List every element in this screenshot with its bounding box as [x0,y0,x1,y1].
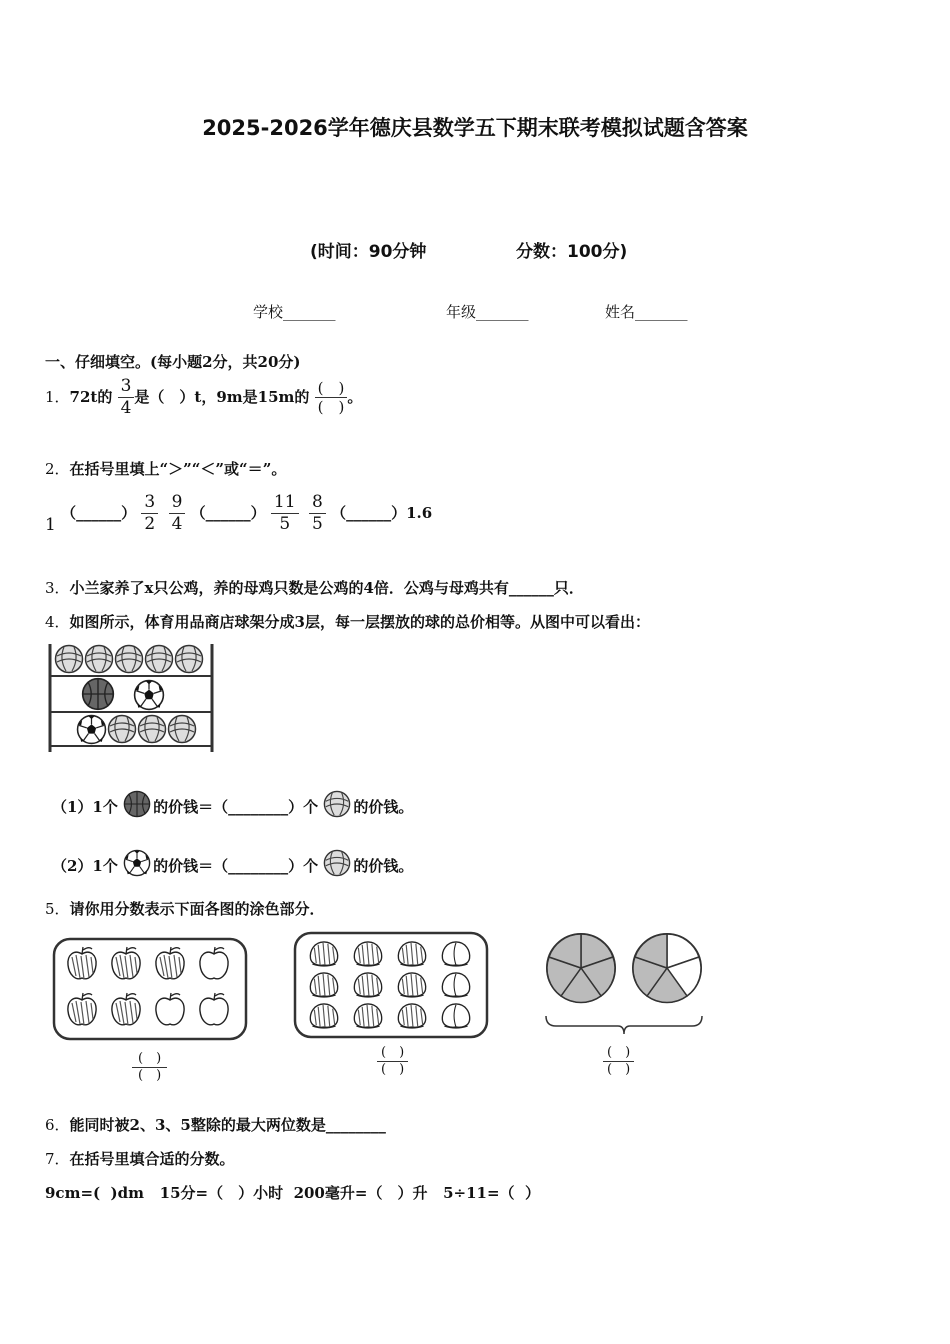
question-2: 2．在括号里填上“＞”“＜”或“＝”。 [45,460,287,478]
compare-blank-3[interactable]: （______） [331,503,407,522]
question-1: 1．72t的 $\frac{3}{4}$ 是（ ）t，9m是15m的 $\frac{( )}{( )}$ 。 [45,376,363,419]
peach-figure [292,930,490,1040]
circle-answer-fraction[interactable]: $\frac{( )}{( )}$ [603,1045,634,1079]
exam-time: (时间：90分钟 [310,242,427,262]
question-4: 4．如图所示，体育用品商店球架分成3层，每一层摆放的球的总价相等。从图中可以看出： [45,613,650,631]
volleyball-icon [323,790,353,818]
fraction-9-4: $\frac{9}{4}$ [169,492,186,536]
compare-blank-2[interactable]: （______） [190,503,266,522]
peach-answer-fraction[interactable]: $\frac{( )}{( )}$ [377,1045,408,1079]
question-5: 5．请你用分数表示下面各图的涂色部分． [45,900,325,918]
fraction-11-5: $\frac{11}{5}$ [271,492,299,536]
compare-blank-1[interactable]: （______） [61,503,137,522]
ball-rack-figure [46,640,218,754]
page-title: 2025-2026学年德庆县数学五下期末联考模拟试题含答案 [202,116,748,140]
soccer-ball-icon [123,849,153,877]
basketball-icon [123,790,153,818]
question-3: 3．小兰家养了x只公鸡，养的母鸡只数是公鸡的4倍．公鸡与母鸡共有______只． [45,579,584,597]
name-field[interactable]: 姓名_______ [605,303,688,321]
grade-field[interactable]: 年级_______ [446,303,529,321]
question-6: 6．能同时被2、3、5整除的最大两位数是________ [45,1116,386,1134]
question-number: 1． [45,387,70,406]
exam-score: 分数：100分) [516,242,628,262]
school-field[interactable]: 学校_______ [253,303,336,321]
fraction-8-5: $\frac{8}{5}$ [309,492,326,536]
fraction-3-2: $\frac{3}{2}$ [141,492,158,536]
question-2-comparisons: 1 （______） $\frac{3}{2}$ $\frac{9}{4}$ （______） $\frac{11}{5}$ $\frac{8}{5}$ （______）1.6 [45,492,433,535]
question-7-items: 9cm=( )dm 15分=（ ）小时 200毫升=（ ）升 5÷11=（ ） [45,1184,541,1202]
apple-figure [50,935,250,1043]
volleyball-icon [323,849,353,877]
answer-fraction-blank[interactable]: $\frac{( )}{( )}$ [315,379,348,418]
question-4-part-2: （2）1个 的价钱＝（________）个 的价钱。 [52,849,413,877]
apple-answer-fraction[interactable]: $\frac{( )}{( )}$ [132,1051,167,1085]
section-1-heading: 一、仔细填空。(每小题2分，共20分) [45,353,301,371]
circle-figure [540,930,708,1036]
question-7: 7．在括号里填合适的分数。 [45,1150,235,1168]
question-4-part-1: （1）1个 的价钱＝（________）个 的价钱。 [52,790,413,818]
fraction-3-4: $\frac{3}{4}$ [118,376,135,420]
